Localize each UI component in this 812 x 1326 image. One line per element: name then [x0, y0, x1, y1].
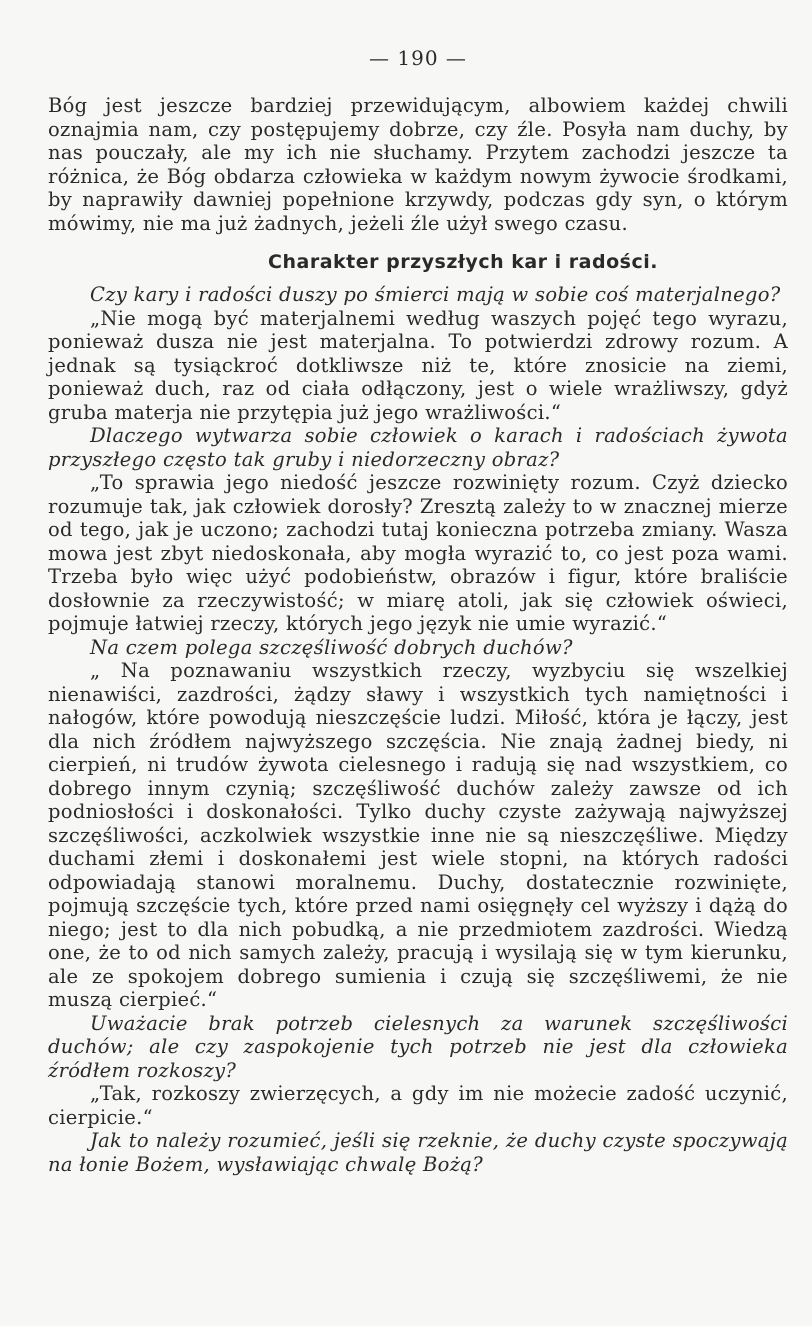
answer-1: „Nie mogą być materjalnemi według waszych pojęć tego wyrazu, ponieważ dusza nie jest materjalna. To potwierdzi zdrowy rozum. A jednak są tysiąckroć dotkliwsze niż te, które znosicie na ziemi, ponieważ duch, raz od ciała odłączony, jest o wiele wrażliwszy, gdyż gruba materja nie przytępia już jego wrażliwości.“: [48, 306, 788, 424]
book-page: [48, 42, 788, 1176]
question-1: Czy kary i radości duszy po śmierci mają w sobie coś materjalnego?: [90, 283, 781, 306]
section-title: Charakter przyszłych kar i radości.: [268, 251, 658, 273]
question-3: Na czem polega szczęśliwość dobrych duchów?: [90, 635, 573, 659]
intro-paragraph: Bóg jest jeszcze bardziej przewidującym, albowiem każdej chwili oznajmia nam, czy postępujemy dobrze, czy źle. Posyła nam duchy, by nas pouczały, ale my ich nie słuchamy. Przytem zachodzi jeszcze ta różnica, że Bóg obdarza człowieka w każdym nowym żywocie środkami, by naprawiły dawniej popełnione krzywdy, podczas gdy syn, o którym mówimy, nie ma już żadnych, jeżeli źle użył swego czasu.: [48, 94, 788, 235]
question-2: Dlaczego wytwarza sobie człowiek o karach i radościach żywota przyszłego często tak gruby i niedorzeczny obraz?: [48, 424, 788, 471]
question-4: Uważacie brak potrzeb cielesnych za warunek szczęśliwości duchów; ale czy zaspokojenie tych potrzeb nie jest dla człowieka źródłem rozkoszy?: [48, 1011, 788, 1082]
answer-2: „To sprawia jego niedość jeszcze rozwinięty rozum. Czyż dziecko rozumuje tak, jak człowiek dorosły? Zresztą zależy to w znacznej mierze od tego, jak je uczono; zachodzi tutaj konieczna potrzeba zmiany. Wasza mowa jest zbyt niedoskonała, aby mogła wyrazić to, co jest poza wami. Trzeba było więc użyć podobieństw, obrazów i figur, które braliście dosłownie za rzeczywistość; w miarę atoli, jak się człowiek oświeci, pojmuje łatwiej rzeczy, których jego język nie umie wyrazić.“: [48, 471, 788, 635]
answer-3: „ Na poznawaniu wszystkich rzeczy, wyzbyciu się wszelkiej nienawiści, zazdrości, żądzy sławy i wszystkich tych namiętności i nałogów, które powodują nieszczęście ludzi. Miłość, która je łączy, jest dla nich źródłem najwyższego szczęścia. Nie znają żadnej biedy, ni cierpień, ni trudów żywota cielesnego i radują się nad wszystkiem, co dobrego innym czynią; szczęśliwość duchów zależy zawsze od ich podniosłości i doskonałości. Tylko duchy czyste zażywają najwyższej szczęśliwości, aczkolwiek wszystkie inne nie są nieszczęśliwe. Między duchami złemi i doskonałemi jest wiele stopni, na których radości odpowiadają stanowi moralnemu. Duchy, dostatecznie rozwinięte, pojmują szczęście tych, które przed nami osięgnęły cel wyższy i dążą do niego; jest to dla nich pobudką, a nie przedmiotem zazdrości. Wiedzą one, że to od nich samych zależy, pracują i wysilają się w tym kierunku, ale ze spokojem dobrego sumienia i czują się szczęśliwemi, że nie muszą cierpieć.“: [48, 659, 788, 1011]
page-number: — 190 —: [369, 46, 467, 70]
question-5: Jak to należy rozumieć, jeśli się rzeknie, że duchy czyste spoczywają na łonie Bożem, wysławiając chwalę Bożą?: [48, 1129, 788, 1176]
answer-4: „Tak, rozkoszy zwierzęcych, a gdy im nie możecie zadość uczynić, cierpicie.“: [48, 1082, 788, 1129]
